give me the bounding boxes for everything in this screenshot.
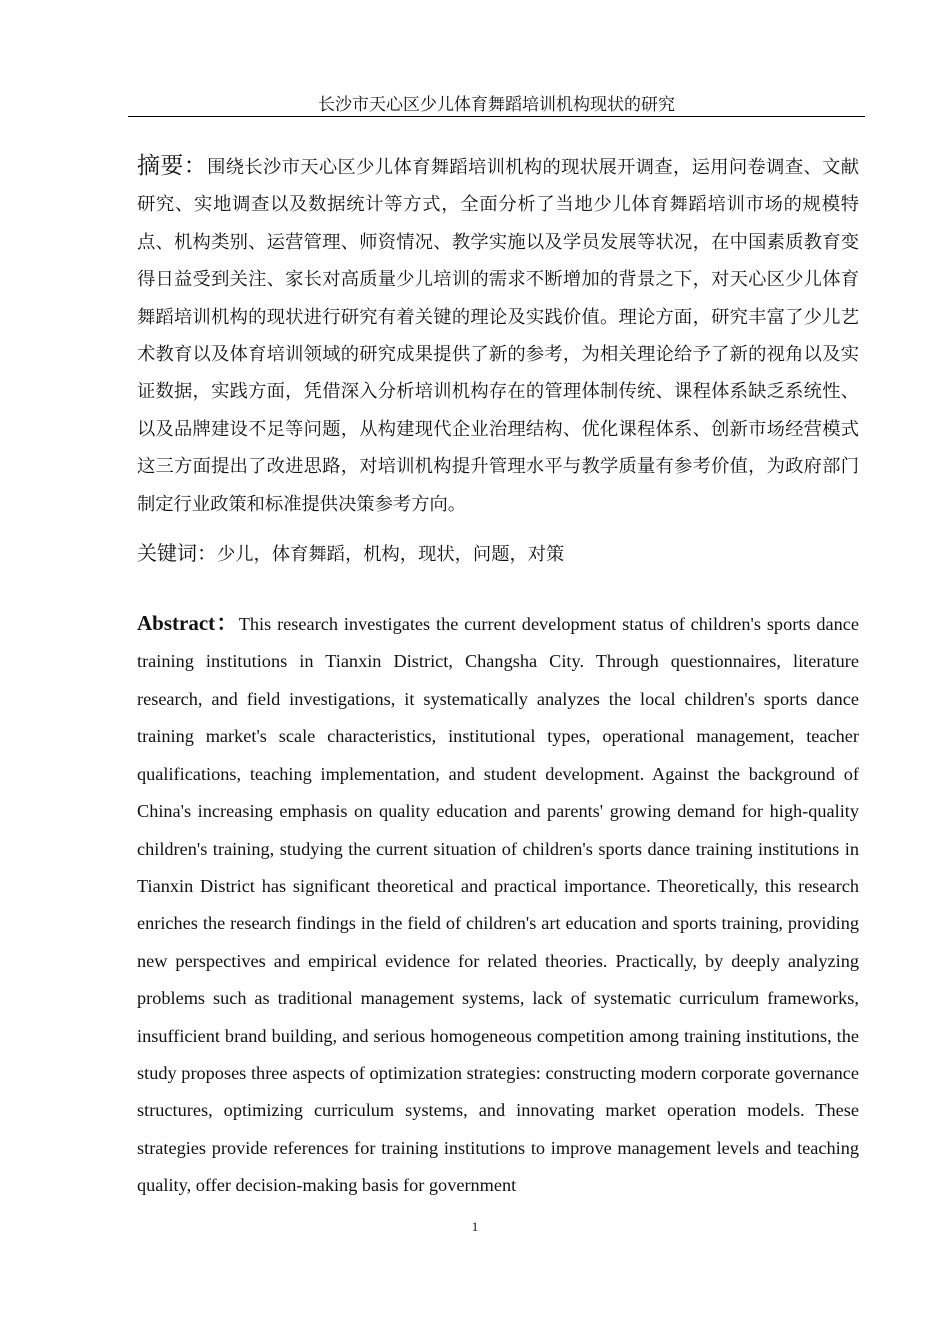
chinese-abstract-text: 围绕长沙市天心区少儿体育舞蹈培训机构的现状展开调查，运用问卷调查、文献研究、实地调查以及数据统计等方式，全面分析了当地少儿体育舞蹈培训市场的规模特点、机构类别、运营管理、师资情况、教学实施以及学员发展等状况，在中国素质教育变得日益受到关注、家长对高质量少儿培训的需求不断增加的背景之下，对天心区少儿体育舞蹈培训机构的现状进行研究有着关键的理论及实践价值。理论方面，研究丰富了少儿艺术教育以及体育培训领域的研究成果提供了新的参考，为相关理论给予了新的视角以及实证数据，实践方面，凭借深入分析培训机构存在的管理体制传统、课程体系缺乏系统性、以及品牌建设不足等问题，从构建现代企业治理结构、优化课程体系、创新市场经营模式这三方面提出了改进思路，对培训机构提升管理水平与教学质量有参考价值，为政府部门制定行业政策和标准提供决策参考方向。 bbox=[137, 157, 860, 515]
page-number: 1 bbox=[471, 1219, 479, 1234]
english-abstract-label: Abstract： bbox=[137, 611, 239, 636]
running-header: 长沙市天心区少儿体育舞蹈培训机构现状的研究 bbox=[128, 94, 865, 117]
chinese-keywords bbox=[137, 539, 859, 569]
chinese-abstract bbox=[137, 148, 859, 523]
english-abstract-text: This research investigates the current development status of children's sports dance training institutions in Tianxin District, Changsha City. Through questionnaires, literature research, and field investigations, it systematically analyzes the local children's sports dance training market's scale characteristics, institutional types, operational management, teacher qualifications, teaching implementation, and student development. Against the background of China's increasing emphasis on quality education and parents' growing demand for high-quality children's training, studying the current situation of children's sports dance training institutions in Tianxin District has significant theoretical and practical importance. Theoretically, this research enriches the research findings in the field of children's art education and sports training, providing new perspectives and empirical evidence for related theories. Practically, by deeply analyzing problems such as traditional management systems, lack of systematic curriculum frameworks, insufficient brand building, and serious homogeneous competition among training institutions, the study proposes three aspects of optimization strategies: constructing modern corporate governance structures, optimizing curriculum systems, and innovating market operation models. These strategies provide references for training institutions to improve management levels and teaching quality, offer decision-making basis for government bbox=[137, 614, 859, 1196]
english-abstract bbox=[137, 605, 859, 1205]
chinese-keywords-text: 少儿，体育舞蹈，机构，现状，问题，对策 bbox=[217, 544, 565, 566]
chinese-keywords-label: 关键词： bbox=[137, 541, 217, 566]
page-content bbox=[137, 148, 859, 1205]
chinese-abstract-label: 摘要： bbox=[137, 153, 208, 179]
